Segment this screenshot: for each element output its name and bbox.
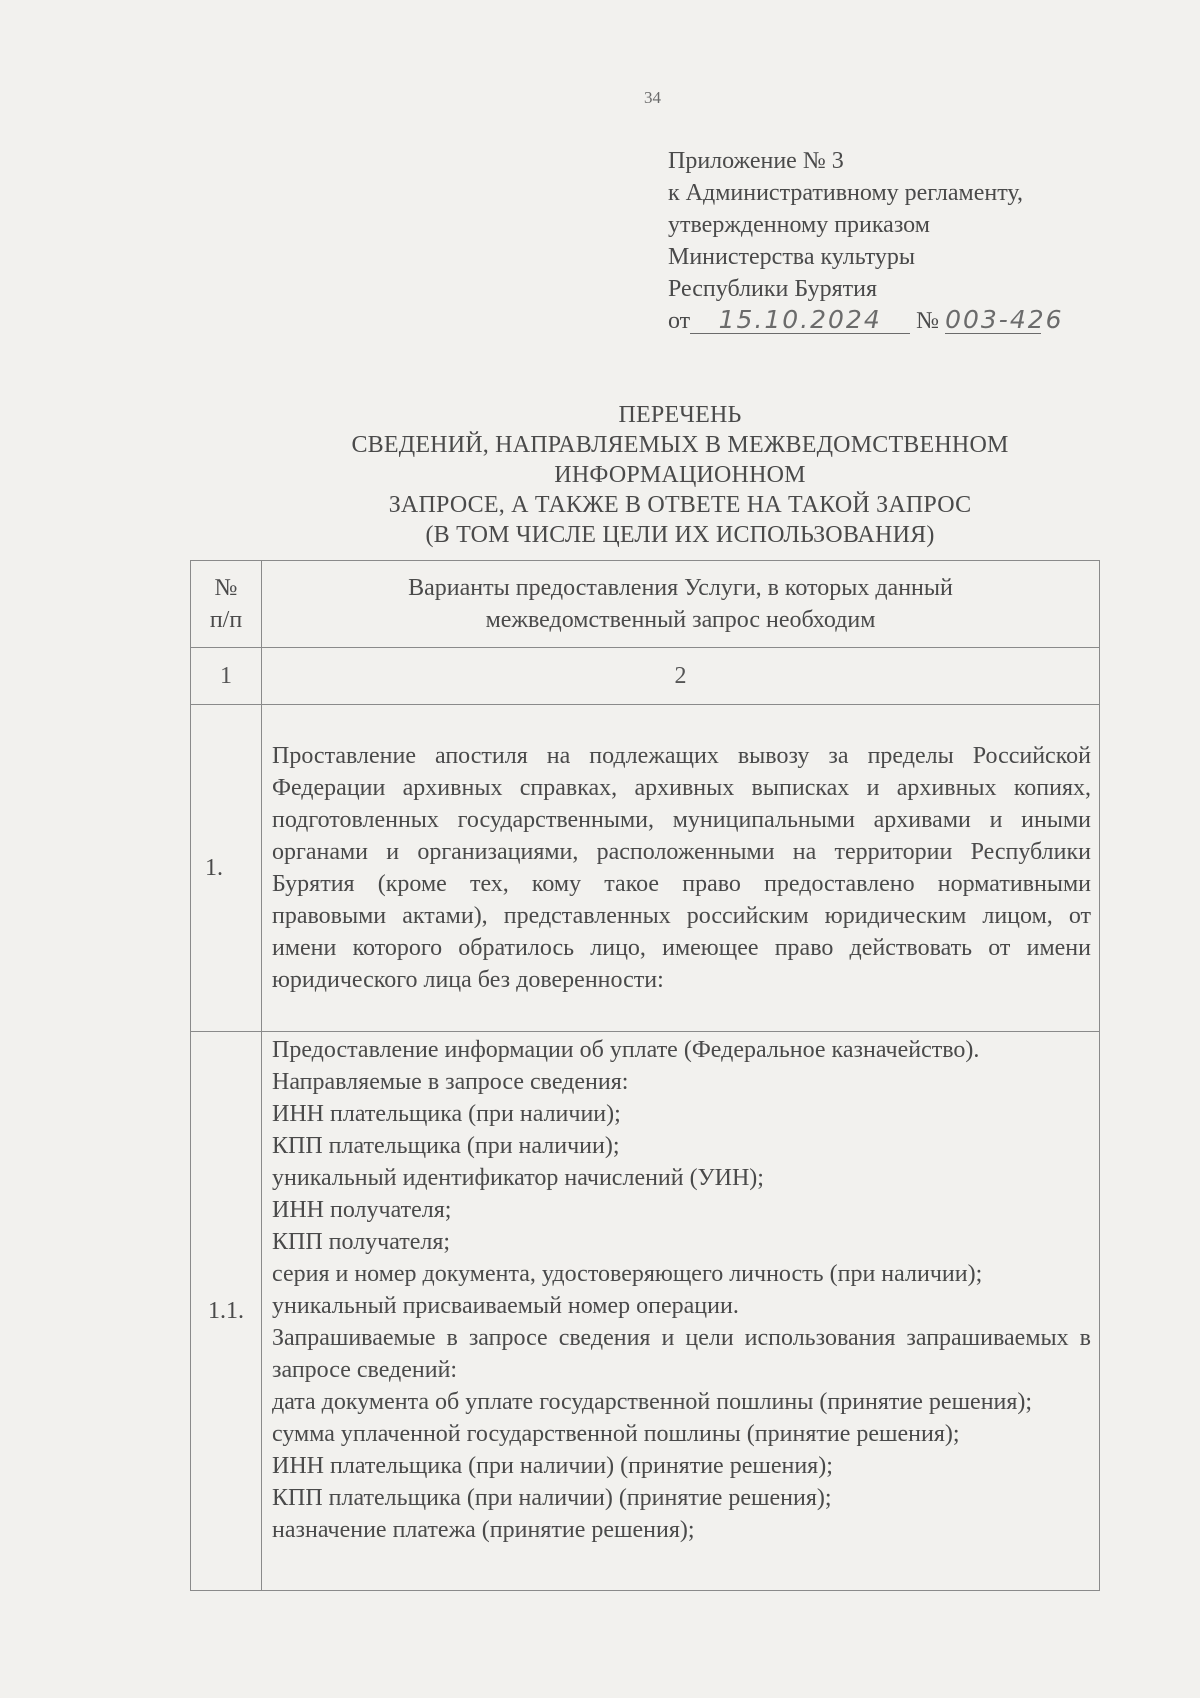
header-cell-variants [262,561,1100,648]
appendix-line: утвержденному приказом [668,212,930,238]
row-line: серия и номер документа, удостоверяющего личность (при наличии); [272,1261,983,1287]
row-line: ИНН плательщика (при наличии); [272,1101,621,1127]
page-number: 34 [644,88,661,107]
appendix-date-line [668,305,1064,337]
row-line: дата документа об уплате государственной пошлины (принятие решения); [272,1389,1033,1415]
row-line: Предоставление информации об уплате (Федеральное казначейство). [272,1037,980,1063]
row-number: 1. [191,705,262,1032]
row-line: Направляемые в запросе сведения: [272,1069,629,1095]
row-line: назначение платежа (принятие решения); [272,1517,695,1543]
document-title [180,400,1180,550]
row-line: КПП получателя; [272,1229,451,1255]
appendix-block [668,145,1064,337]
row-text [262,1032,1100,1591]
header-text: п/п [209,607,243,633]
number-label: № [916,308,940,334]
row-line: КПП плательщика (при наличии); [272,1133,620,1159]
appendix-line: к Административному регламенту, [668,180,1023,206]
appendix-line: Министерства культуры [668,244,916,270]
table-index-row [191,648,1100,705]
header-text: Варианты предоставления Услуги, в которых данный [408,575,953,601]
title-line: СВЕДЕНИЙ, НАПРАВЛЯЕМЫХ В МЕЖВЕДОМСТВЕННОМ [351,432,1009,458]
row-line: уникальный присваиваемый номер операции. [272,1293,739,1319]
title-line: ПЕРЕЧЕНЬ [618,402,742,428]
title-line: ИНФОРМАЦИОННОМ [554,462,806,488]
data-table [190,560,1100,1591]
from-label: от [668,308,691,334]
row-line: ИНН плательщика (при наличии) (принятие решения); [272,1453,833,1479]
header-text: межведомственный запрос необходим [485,607,876,633]
row-line: уникальный идентификатор начислений (УИН); [272,1165,764,1191]
row-line: КПП плательщика (при наличии) (принятие решения); [272,1485,832,1511]
appendix-line: Республики Бурятия [668,276,877,302]
row-line: сумма уплаченной государственной пошлины (принятие решения); [272,1421,960,1447]
row-line: ИНН получателя; [272,1197,452,1223]
header-text: № [214,575,238,601]
table-row [191,1032,1100,1591]
appendix-line: Приложение № 3 [668,148,844,174]
index-cell: 1 [191,648,262,705]
handwritten-number: 003-426 [945,305,1064,334]
handwritten-date: 15.10.2024 [690,307,910,334]
row-number: 1.1. [191,1032,262,1591]
row-line: Запрашиваемые в запросе сведения и цели использования запрашиваемых в запросе сведений: [272,1325,1091,1383]
title-line: ЗАПРОСЕ, А ТАКЖЕ В ОТВЕТЕ НА ТАКОЙ ЗАПРОС [388,492,972,518]
table-row [191,705,1100,1032]
title-line: (В ТОМ ЧИСЛЕ ЦЕЛИ ИХ ИСПОЛЬЗОВАНИЯ) [425,522,935,548]
header-cell-number [191,561,262,648]
table-header-row [191,561,1100,648]
index-cell: 2 [262,648,1100,705]
row-text: Проставление апостиля на подлежащих вывозу за пределы Российской Федерации архивных справках, архивных выписках и архивных копиях, подготовленных государственными, муниципальными архивами и иными органами и организациями, расположенными на территории Республики Бурятия (кроме тех, кому такое право предоставлено нормативными правовыми актами), представленных российским юридическим лицом, от имени которого обратилось лицо, имеющее право действовать от имени юридического лица без доверенности: [262,705,1100,1032]
